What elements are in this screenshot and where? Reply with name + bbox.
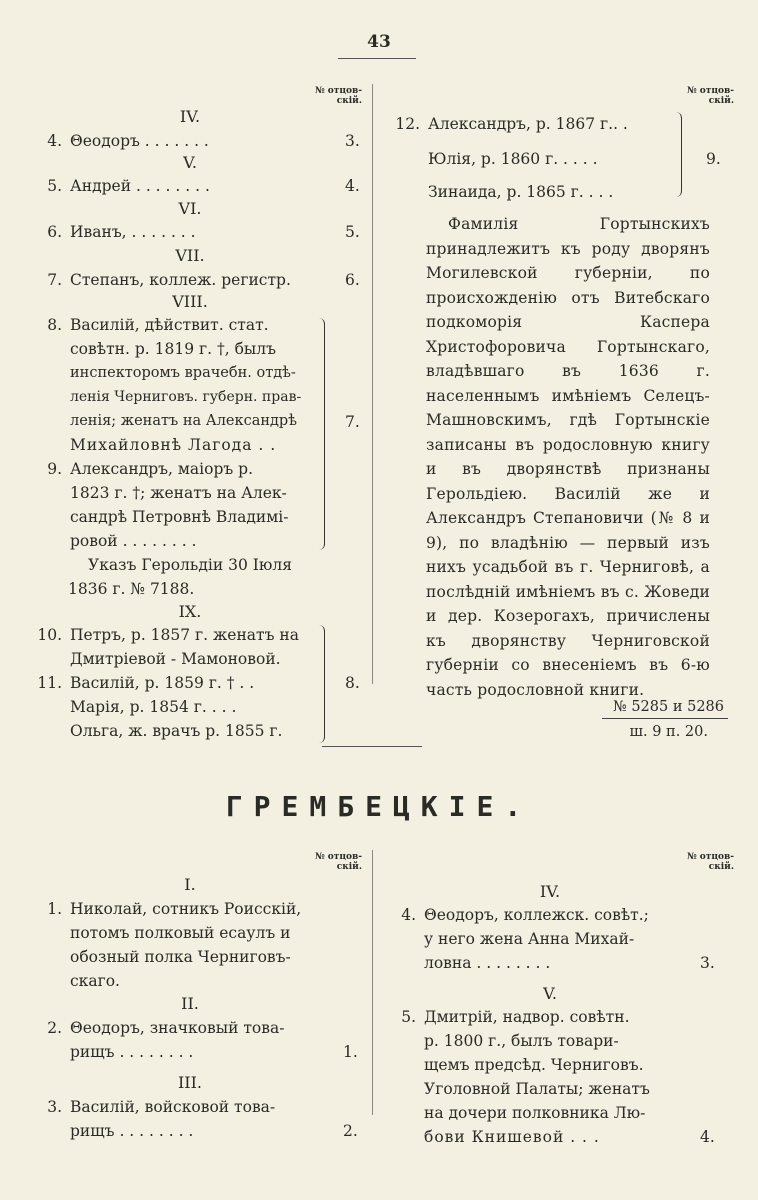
entry-text: Марія, р. 1854 г. . . . (70, 698, 237, 716)
family-history-paragraph: Фамилія Гортынскихъ принадлежитъ къ роду дворянъ Могилевской губерніи, по происхожденію отъ Витебскаго подкоморія Каспера Христофоровича Гортынскаго, владѣвшаго въ 1636 г. населеннымъ имѣніемъ Селецъ-Машновскимъ, гдѣ Гортынскіе записаны въ родословную книгу и въ дворянствѣ признаны Герольдіею. Василій же и Александръ Степановичи (№ 8 и 9), по владѣнію — первый изъ нихъ усадьбой въ г. Черниговѣ, а послѣдній имѣніемъ въ с. Жоведи и дер. Козерогахъ, причислены къ дворянству Черниговской губерніи со внесеніемъ въ 6-ю часть родословной книги. (426, 215, 710, 699)
archive-reference-rule (602, 718, 728, 719)
entry-number: 7. (47, 271, 62, 289)
entry-text: ленія; женатъ на Александрѣ (70, 413, 297, 429)
entry-text: ровой . . . . . . . . (70, 532, 197, 550)
entry-text: Степанъ, коллеж. регистр. (70, 271, 291, 289)
entry-number: 9. (47, 460, 62, 478)
archive-reference: № 5285 и 5286 (612, 699, 724, 715)
entry-number: 6. (47, 223, 62, 241)
entry-text: Андрей . . . . . . . . (70, 177, 210, 195)
decree-text: Указъ Герольдіи 30 Іюля (88, 556, 292, 574)
decree-text: 1836 г. № 7188. (68, 580, 195, 598)
entry-text: ловна . . . . . . . . (424, 954, 551, 972)
entry-text: Дмитріевой - Мамоновой. (70, 650, 281, 668)
father-ref: 5. (345, 223, 360, 241)
entry-text: Ольга, ж. врачъ р. 1855 г. (70, 722, 283, 740)
grouping-brace (675, 112, 682, 197)
entry-text: сандрѣ Петровнѣ Владимі- (70, 508, 289, 526)
father-ref: 6. (345, 271, 360, 289)
generation-numeral: IX. (178, 602, 202, 621)
entry-text: на дочери полковника Лю- (424, 1104, 646, 1122)
entry-number: 1. (47, 900, 62, 918)
entry-number: 12. (395, 115, 420, 133)
entry-text: Θеодоръ, коллежск. совѣт.; (424, 906, 649, 924)
generation-numeral: IV. (539, 882, 561, 901)
entry-text: Александръ, маіоръ р. (70, 460, 254, 478)
page-number: 43 (367, 32, 391, 52)
father-ref: 4. (700, 1128, 715, 1146)
entry-text: Михайловнѣ Лагода . . (70, 436, 277, 454)
entry-text: у него жена Анна Михай- (424, 930, 635, 948)
entry-number: 3. (47, 1098, 62, 1116)
generation-numeral: III. (177, 1073, 203, 1092)
father-ref: 9. (706, 150, 721, 168)
entry-text: Василій, р. 1859 г. † . . (70, 674, 255, 692)
entry-number: 5. (401, 1008, 416, 1026)
entry-text: Дмитрій, надвор. совѣтн. (424, 1008, 630, 1026)
entry-text: рищъ . . . . . . . . (70, 1043, 194, 1061)
generation-numeral: V. (183, 153, 197, 172)
section-title: ГРЕМБЕЦКІЕ. (225, 790, 533, 823)
entry-number: 5. (47, 177, 62, 195)
entry-text: бови Книшевой . . . (424, 1128, 600, 1146)
entry-text: обозный полка Черниговъ- (70, 948, 291, 966)
entry-text: Иванъ, . . . . . . . (70, 223, 196, 241)
entry-text: Θеодоръ, значковый това- (70, 1019, 285, 1037)
entry-text: Александръ, р. 1867 г.. . (428, 115, 628, 133)
father-ref: 7. (345, 413, 360, 431)
generation-numeral: II. (181, 994, 199, 1013)
entry-number: 4. (47, 132, 62, 150)
entry-text: инспекторомъ врачебн. отдѣ- (70, 365, 296, 381)
entry-text: рищъ . . . . . . . . (70, 1122, 194, 1140)
entry-text: Василій, дѣйствит. стат. (70, 316, 269, 334)
father-ref: 1. (343, 1043, 358, 1061)
father-ref: 2. (343, 1122, 358, 1140)
archive-shelf: ш. 9 п. 20. (629, 724, 708, 740)
entry-text: потомъ полковый есаулъ и (70, 924, 291, 942)
entry-text: скаго. (70, 972, 120, 990)
grouping-brace (318, 625, 325, 743)
generation-numeral: VII. (175, 246, 205, 265)
entry-text: совѣтн. р. 1819 г. †, былъ (70, 340, 276, 358)
entry-text: Θеодоръ . . . . . . . (70, 132, 209, 150)
column-divider-top-left (372, 84, 373, 684)
section-separator (322, 746, 422, 747)
father-ref: 3. (345, 132, 360, 150)
page-number-rule (338, 58, 416, 59)
generation-numeral: VI. (178, 199, 202, 218)
entry-number: 11. (37, 674, 62, 692)
entry-number: 8. (47, 316, 62, 334)
column-divider-bottom (372, 850, 373, 1115)
grouping-brace (318, 318, 325, 550)
generation-numeral: I. (184, 875, 196, 894)
entry-text: р. 1800 г., былъ товари- (424, 1032, 619, 1050)
generation-numeral: V. (543, 984, 557, 1003)
entry-number: 4. (401, 906, 416, 924)
entry-text: Уголовной Палаты; женатъ (424, 1080, 650, 1098)
entry-text: Николай, сотникъ Роисскій, (70, 900, 302, 918)
entry-number: 10. (37, 626, 62, 644)
generation-numeral: VIII. (172, 292, 208, 311)
entry-text: 1823 г. †; женатъ на Алек- (70, 484, 287, 502)
entry-text: Василій, войсковой това- (70, 1098, 276, 1116)
father-ref: 3. (700, 954, 715, 972)
column-header-top-left: № отцов- скій. (314, 86, 362, 106)
generation-numeral: IV. (179, 107, 201, 126)
father-ref: 4. (345, 177, 360, 195)
column-header-bottom-right: № отцов- скій. (686, 852, 734, 872)
entry-text: щемъ предсѣд. Черниговъ. (424, 1056, 644, 1074)
entry-text: Зинаида, р. 1865 г. . . . (428, 183, 614, 201)
column-header-bottom-left: № отцов- скій. (314, 852, 362, 872)
father-ref: 8. (345, 674, 360, 692)
column-header-top-right: № отцов- скій. (686, 86, 734, 106)
entry-number: 2. (47, 1019, 62, 1037)
entry-text: Петръ, р. 1857 г. женатъ на (70, 626, 299, 644)
entry-text: Юлія, р. 1860 г. . . . . (428, 150, 598, 168)
entry-text: ленія Черниговъ. губерн. прав- (70, 389, 302, 405)
